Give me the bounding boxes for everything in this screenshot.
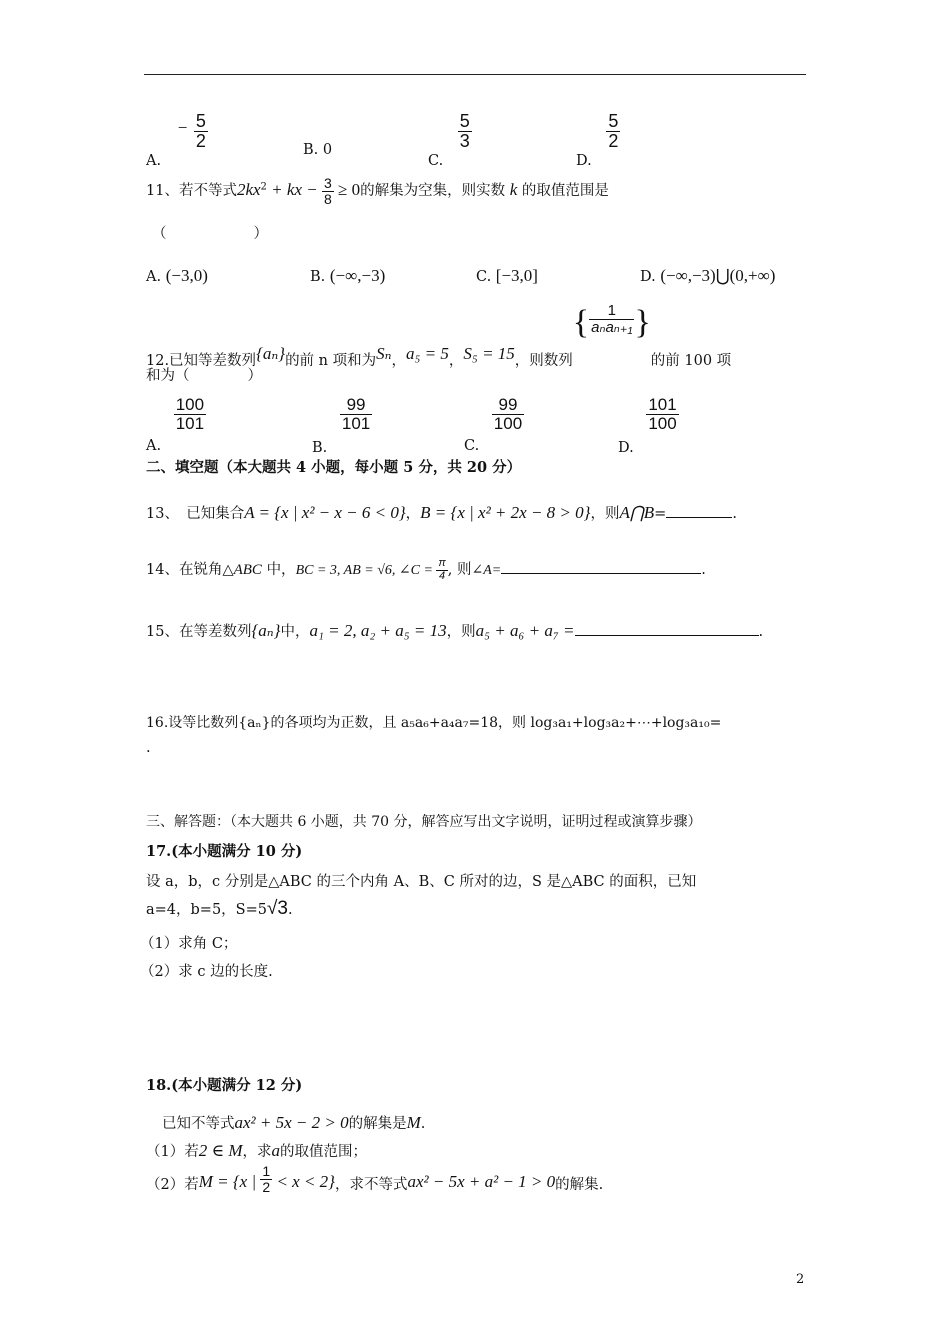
answer-blank[interactable]: [501, 559, 701, 574]
q14-stem: 14、在锐角△ABC 中，BC = 3, AB = √6, ∠C = $\frac{\pi}{4}$ , 则∠A= .: [146, 557, 706, 582]
q12-stem-line2: 和为（ ）: [146, 368, 262, 384]
q12-option-c: C. $\frac{99}{100}$: [464, 395, 523, 455]
q18-part2: （2）若M = {x | $\frac{1}{2}$ < x < 2}，求不等式ax² − 5x + a² − 1 > 0的解集.: [146, 1163, 604, 1195]
fraction: $\frac{5}{2}$: [195, 111, 206, 151]
answer-blank[interactable]: [575, 621, 759, 636]
header-rule: [144, 74, 806, 75]
q10-option-c: C. $\frac{5}{3}$: [428, 111, 470, 170]
q11-option-d: D. (−∞,−3)⋃(0,+∞): [640, 266, 776, 285]
q12-option-d: D. $\frac{101}{100}$: [618, 395, 677, 457]
q10-option-d: D. $\frac{5}{2}$: [576, 111, 619, 170]
q13-stem: 13、 已知集合A = {x | x² − x − 6 < 0}，B = {x | x² + 2x − 8 > 0}，则A⋂B= .: [146, 503, 737, 522]
fraction: $\frac{5}{3}$: [459, 111, 470, 151]
fraction: $\frac{5}{2}$: [608, 111, 619, 151]
q16-stem: 16.设等比数列{aₙ}的各项均为正数，且 a₅a₆+a₄a₇=18，则 log₃a₁+log₃a₂+⋯+log₃a₁₀=: [146, 715, 722, 731]
q18-intro: 已知不等式ax² + 5x − 2 > 0的解集是M.: [162, 1113, 426, 1132]
q17-stem: 设 a，b，c 分别是△ABC 的三个内角 A、B、C 所对的边，S 是△ABC 的面积，已知: [146, 874, 697, 890]
q16-stem-line2: .: [146, 740, 151, 756]
section-heading-solutions: 三、解答题：（本大题共 6 小题，共 70 分，解答应写出文字说明，证明过程或演算步骤）: [146, 814, 702, 830]
q17-part1: （1）求角 C；: [140, 936, 238, 952]
answer-blank[interactable]: [666, 503, 732, 518]
page-number: 2: [796, 1272, 805, 1287]
q18-title: 18.(本小题满分 12 分): [146, 1077, 303, 1094]
q15-stem: 15、在等差数列{aₙ}中，a₁ = 2, a₂ + a₅ = 13，则a₅ + a₆ + a₇ = .: [146, 621, 764, 640]
q11-answer-paren: （ ）: [152, 226, 268, 242]
fraction: $\frac{1}{\text{aₙaₙ₊₁}}$: [591, 301, 633, 336]
q11-option-a: A. (−3,0): [146, 266, 208, 285]
section-heading-fill-in: 二、填空题（本大题共 4 小题，每小题 5 分，共 20 分）: [146, 459, 522, 476]
q11-stem: 11、若不等式$2kx^2$ + kx − $\frac{3}{8}$ ≥ 0的解集为空集，则实数 k 的取值范围是: [146, 175, 609, 207]
q10-option-b: B. 0: [303, 142, 333, 158]
q17-given: a=4，b=5，S=5√3.: [146, 898, 293, 919]
q12-option-b: B. $\frac{99}{101}$: [312, 395, 371, 457]
fraction: $\frac{1}{2}$: [262, 1163, 271, 1195]
q10-option-a: A. − $\frac{5}{2}$: [146, 111, 206, 170]
q12-option-a: A. $\frac{100}{101}$: [146, 395, 205, 455]
fraction: $\frac{99}{101}$: [341, 395, 371, 433]
q18-part1: （1）若2 ∈ M，求a的取值范围；: [146, 1141, 367, 1160]
q11-option-b: B. (−∞,−3): [310, 266, 386, 285]
fraction: $\frac{\pi}{4}$: [438, 557, 446, 582]
fraction: $\frac{3}{8}$: [323, 175, 332, 207]
fraction: $\frac{100}{101}$: [175, 395, 205, 433]
q17-part2: （2）求 c 边的长度.: [140, 964, 273, 980]
q11-option-c: C. [−3,0]: [476, 266, 538, 285]
fraction: $\frac{101}{100}$: [648, 395, 677, 433]
fraction: $\frac{99}{100}$: [493, 395, 523, 433]
q17-title: 17.(本小题满分 10 分): [146, 843, 303, 860]
q12-stem: 12.已知等差数列{aₙ}的前 n 项和为Sₙ，a₅ = 5，S₅ = 15，则数列{ $\frac{1}{\text{aₙaₙ₊₁}}$ }的前 100 项: [146, 301, 732, 369]
